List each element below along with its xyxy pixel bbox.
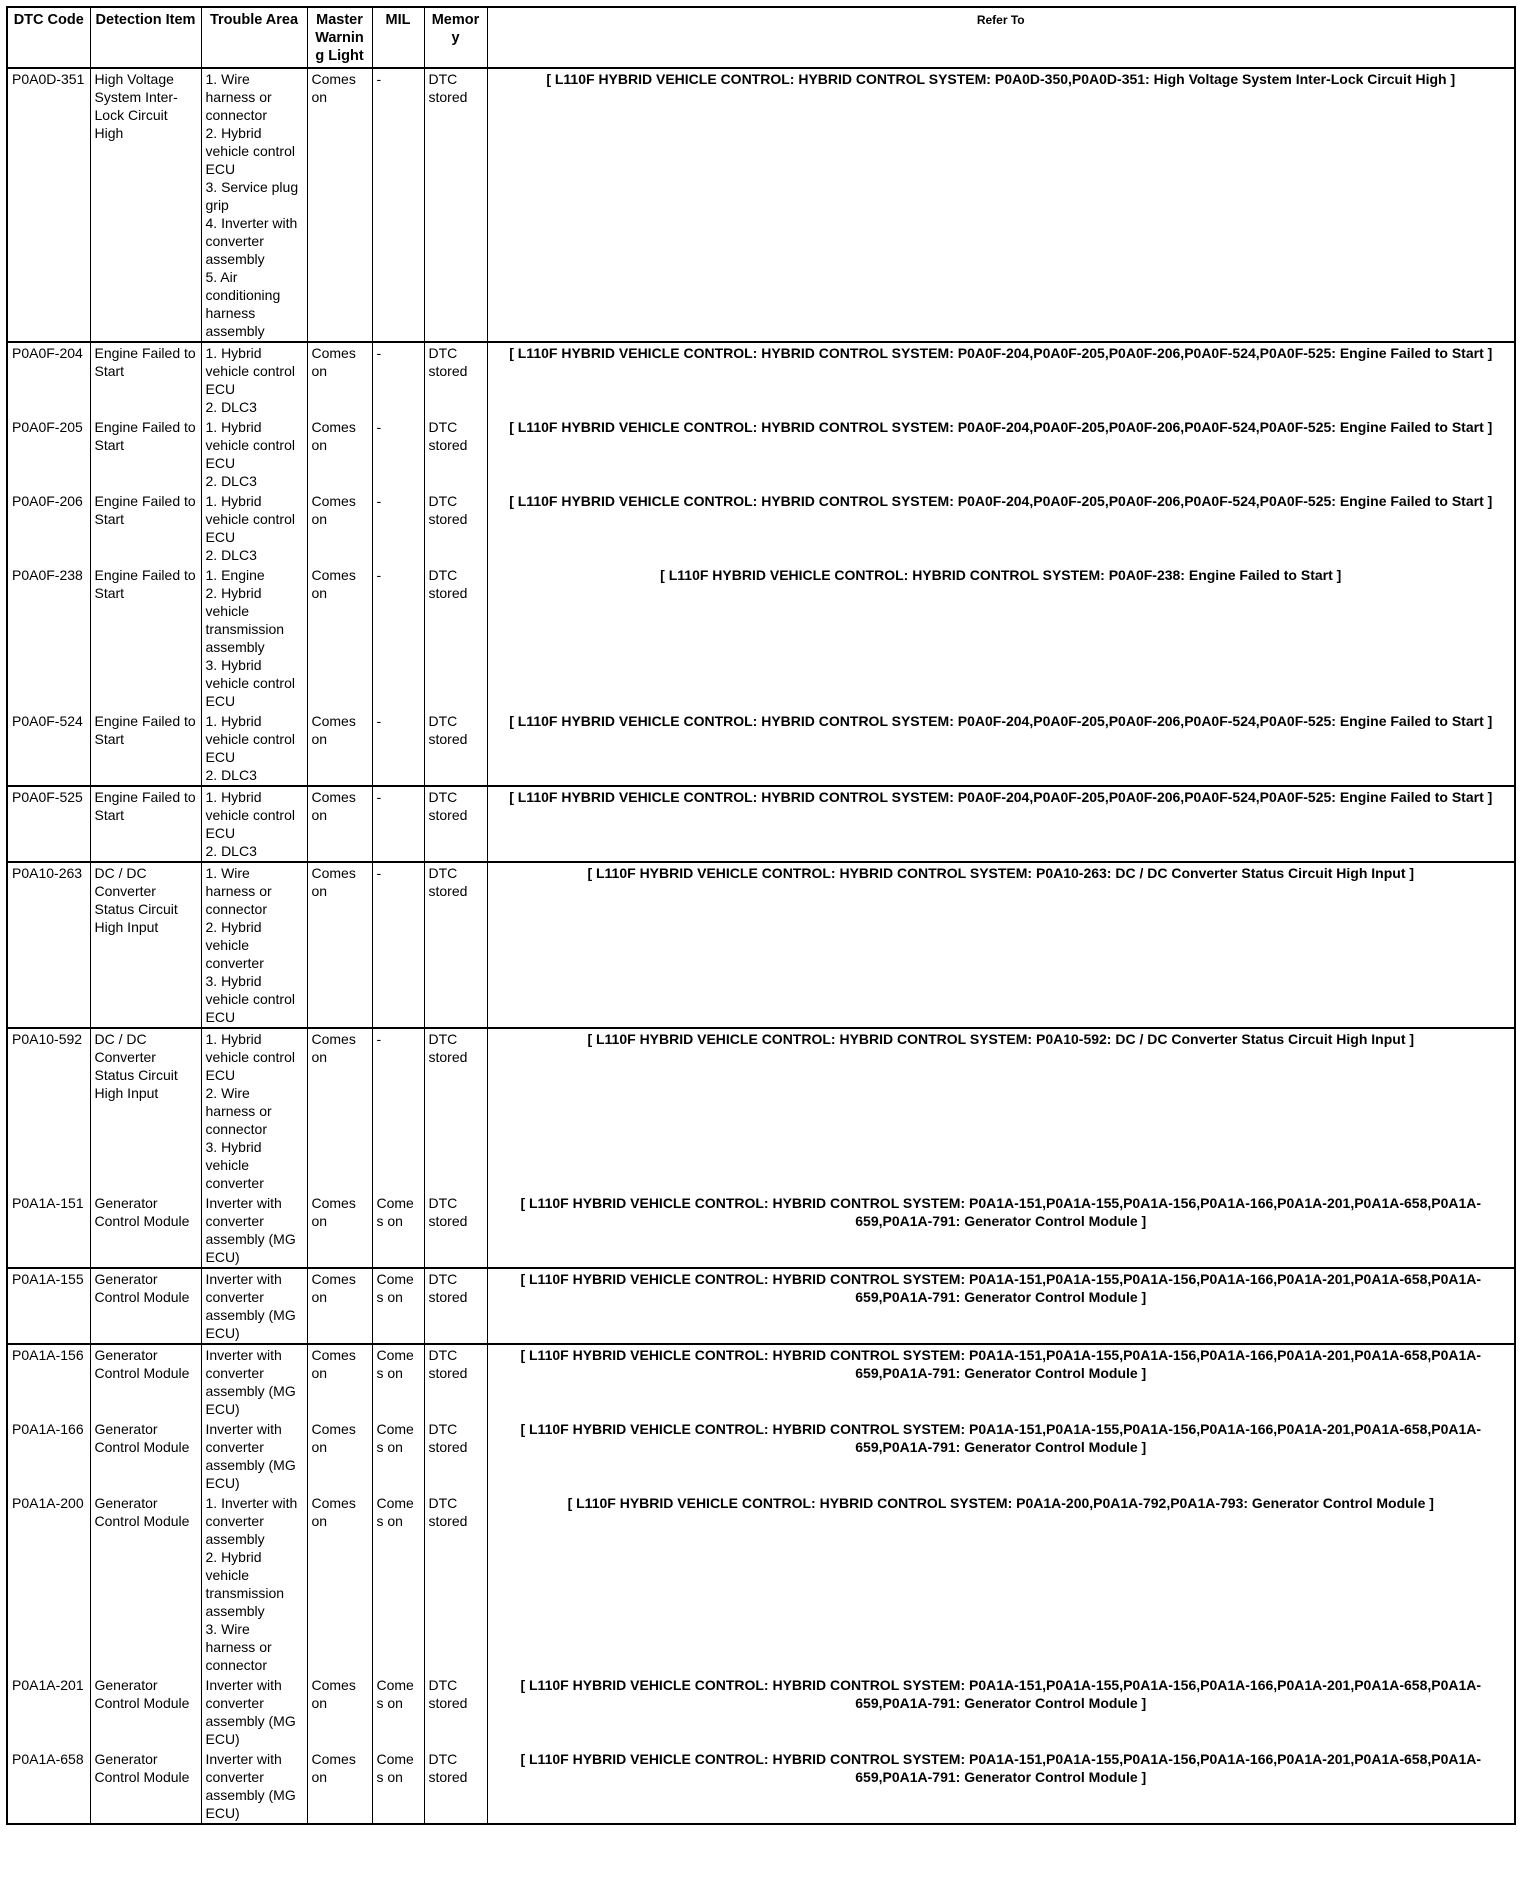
master-warning-light-cell: Comes on — [307, 1268, 372, 1344]
table-row — [7, 862, 1515, 1028]
trouble-area-cell — [201, 1268, 307, 1344]
trouble-area-line: Inverter with converter assembly (MG ECU) — [205, 1347, 296, 1417]
master-warning-light-cell: Comes on — [307, 1493, 372, 1675]
detection-item-cell: Engine Failed to Start — [90, 342, 201, 417]
master-warning-light-cell: Comes on — [307, 1193, 372, 1268]
refer-to-cell: [ L110F HYBRID VEHICLE CONTROL: HYBRID CONTROL SYSTEM: P0A1A-151,P0A1A-155,P0A1A-156,P0A1A-166,P0A1A-201,P0A1A-658,P0A1A-659,P0A1A-791: Generator Control Module ] — [487, 1675, 1515, 1749]
detection-item-cell: Generator Control Module — [90, 1344, 201, 1419]
dtc-code-cell: P0A1A-658 — [7, 1749, 90, 1824]
detection-item-cell: Generator Control Module — [90, 1749, 201, 1824]
table-row — [7, 1749, 1515, 1824]
trouble-area-line: 3. Hybrid vehicle control ECU — [205, 657, 295, 709]
dtc-code-cell: P0A1A-201 — [7, 1675, 90, 1749]
detection-item-cell: DC / DC Converter Status Circuit High Input — [90, 1028, 201, 1193]
trouble-area-line: 2. DLC3 — [205, 767, 257, 783]
trouble-area-line: 1. Inverter with converter assembly — [205, 1495, 298, 1547]
header-refer-to: Refer To — [487, 7, 1515, 68]
trouble-area-line: 3. Hybrid vehicle control ECU — [205, 973, 295, 1025]
memory-cell: DTC stored — [424, 1675, 487, 1749]
dtc-code-cell: P0A1A-151 — [7, 1193, 90, 1268]
trouble-area-cell — [201, 417, 307, 491]
master-warning-light-cell: Comes on — [307, 491, 372, 565]
refer-to-cell: [ L110F HYBRID VEHICLE CONTROL: HYBRID CONTROL SYSTEM: P0A1A-151,P0A1A-155,P0A1A-156,P0A1A-166,P0A1A-201,P0A1A-658,P0A1A-659,P0A1A-791: Generator Control Module ] — [487, 1268, 1515, 1344]
mil-cell: Comes on — [372, 1493, 424, 1675]
table-row — [7, 1675, 1515, 1749]
trouble-area-line: 1. Hybrid vehicle control ECU — [205, 493, 295, 545]
master-warning-light-cell: Comes on — [307, 1028, 372, 1193]
master-warning-light-cell: Comes on — [307, 711, 372, 786]
trouble-area-cell — [201, 1193, 307, 1268]
table-row — [7, 1193, 1515, 1268]
mil-cell: Comes on — [372, 1344, 424, 1419]
mil-cell: - — [372, 417, 424, 491]
trouble-area-line: 1. Hybrid vehicle control ECU — [205, 789, 295, 841]
master-warning-light-cell: Comes on — [307, 342, 372, 417]
trouble-area-line: 3. Hybrid vehicle converter — [205, 1139, 264, 1191]
memory-cell: DTC stored — [424, 1344, 487, 1419]
detection-item-cell: Generator Control Module — [90, 1419, 201, 1493]
trouble-area-line: 2. DLC3 — [205, 843, 257, 859]
trouble-area-cell — [201, 1419, 307, 1493]
trouble-area-line: Inverter with converter assembly (MG ECU) — [205, 1677, 296, 1747]
dtc-code-cell: P0A1A-156 — [7, 1344, 90, 1419]
dtc-code-cell: P0A0F-238 — [7, 565, 90, 711]
trouble-area-cell — [201, 1344, 307, 1419]
memory-cell: DTC stored — [424, 1028, 487, 1193]
master-warning-light-cell: Comes on — [307, 1344, 372, 1419]
memory-cell: DTC stored — [424, 1268, 487, 1344]
trouble-area-cell — [201, 491, 307, 565]
master-warning-light-cell: Comes on — [307, 862, 372, 1028]
trouble-area-cell — [201, 1028, 307, 1193]
mil-cell: - — [372, 786, 424, 862]
mil-cell: Comes on — [372, 1268, 424, 1344]
dtc-code-cell: P0A0F-525 — [7, 786, 90, 862]
table-row — [7, 565, 1515, 711]
trouble-area-line: Inverter with converter assembly (MG ECU) — [205, 1271, 296, 1341]
table-row — [7, 417, 1515, 491]
refer-to-cell: [ L110F HYBRID VEHICLE CONTROL: HYBRID CONTROL SYSTEM: P0A0F-204,P0A0F-205,P0A0F-206,P0A0F-524,P0A0F-525: Engine Failed to Start ] — [487, 711, 1515, 786]
trouble-area-line: Inverter with converter assembly (MG ECU) — [205, 1751, 296, 1821]
table-row — [7, 1028, 1515, 1193]
trouble-area-line: 1. Wire harness or connector — [205, 71, 272, 123]
trouble-area-line: 2. Hybrid vehicle transmission assembly — [205, 1549, 285, 1619]
master-warning-light-cell: Comes on — [307, 68, 372, 342]
refer-to-cell: [ L110F HYBRID VEHICLE CONTROL: HYBRID CONTROL SYSTEM: P0A1A-200,P0A1A-792,P0A1A-793: Generator Control Module ] — [487, 1493, 1515, 1675]
trouble-area-cell — [201, 1749, 307, 1824]
trouble-area-cell — [201, 1493, 307, 1675]
trouble-area-line: 2. Hybrid vehicle control ECU — [205, 125, 295, 177]
trouble-area-line: 1. Wire harness or connector — [205, 865, 272, 917]
memory-cell: DTC stored — [424, 565, 487, 711]
dtc-code-cell: P0A0F-205 — [7, 417, 90, 491]
trouble-area-line: 2. DLC3 — [205, 547, 257, 563]
dtc-code-cell: P0A1A-166 — [7, 1419, 90, 1493]
table-body — [7, 68, 1515, 1824]
memory-cell: DTC stored — [424, 68, 487, 342]
memory-cell: DTC stored — [424, 1193, 487, 1268]
trouble-area-cell — [201, 565, 307, 711]
trouble-area-line: 2. DLC3 — [205, 399, 257, 415]
detection-item-cell: High Voltage System Inter-Lock Circuit High — [90, 68, 201, 342]
refer-to-cell: [ L110F HYBRID VEHICLE CONTROL: HYBRID CONTROL SYSTEM: P0A10-263: DC / DC Converter Status Circuit High Input ] — [487, 862, 1515, 1028]
master-warning-light-cell: Comes on — [307, 417, 372, 491]
trouble-area-line: 1. Engine — [205, 567, 265, 583]
trouble-area-line: 2. Wire harness or connector — [205, 1085, 272, 1137]
trouble-area-line: 1. Hybrid vehicle control ECU — [205, 1031, 295, 1083]
trouble-area-line: 1. Hybrid vehicle control ECU — [205, 419, 295, 471]
trouble-area-line: Inverter with converter assembly (MG ECU) — [205, 1195, 296, 1265]
dtc-code-cell: P0A0D-351 — [7, 68, 90, 342]
trouble-area-line: 1. Hybrid vehicle control ECU — [205, 713, 295, 765]
dtc-code-cell: P0A1A-200 — [7, 1493, 90, 1675]
detection-item-cell: Engine Failed to Start — [90, 417, 201, 491]
trouble-area-cell — [201, 711, 307, 786]
trouble-area-line: 2. Hybrid vehicle converter — [205, 919, 264, 971]
memory-cell: DTC stored — [424, 491, 487, 565]
detection-item-cell: Engine Failed to Start — [90, 565, 201, 711]
refer-to-cell: [ L110F HYBRID VEHICLE CONTROL: HYBRID CONTROL SYSTEM: P0A0F-204,P0A0F-205,P0A0F-206,P0A0F-524,P0A0F-525: Engine Failed to Start ] — [487, 786, 1515, 862]
table-row — [7, 1268, 1515, 1344]
mil-cell: Comes on — [372, 1749, 424, 1824]
trouble-area-line: 2. Hybrid vehicle transmission assembly — [205, 585, 285, 655]
mil-cell: - — [372, 711, 424, 786]
table-row — [7, 711, 1515, 786]
trouble-area-line: 1. Hybrid vehicle control ECU — [205, 345, 295, 397]
trouble-area-line: 3. Wire harness or connector — [205, 1621, 272, 1673]
table-row — [7, 1344, 1515, 1419]
detection-item-cell: Generator Control Module — [90, 1675, 201, 1749]
header-memory: Memory — [424, 7, 487, 68]
refer-to-cell: [ L110F HYBRID VEHICLE CONTROL: HYBRID CONTROL SYSTEM: P0A0F-238: Engine Failed to Start ] — [487, 565, 1515, 711]
mil-cell: - — [372, 491, 424, 565]
memory-cell: DTC stored — [424, 1493, 487, 1675]
header-mil: MIL — [372, 7, 424, 68]
refer-to-cell: [ L110F HYBRID VEHICLE CONTROL: HYBRID CONTROL SYSTEM: P0A1A-151,P0A1A-155,P0A1A-156,P0A1A-166,P0A1A-201,P0A1A-658,P0A1A-659,P0A1A-791: Generator Control Module ] — [487, 1344, 1515, 1419]
mil-cell: - — [372, 1028, 424, 1193]
master-warning-light-cell: Comes on — [307, 565, 372, 711]
refer-to-cell: [ L110F HYBRID VEHICLE CONTROL: HYBRID CONTROL SYSTEM: P0A10-592: DC / DC Converter Status Circuit High Input ] — [487, 1028, 1515, 1193]
trouble-area-line: 4. Inverter with converter assembly — [205, 215, 298, 267]
table-row — [7, 68, 1515, 342]
table-row — [7, 491, 1515, 565]
header-dtc-code: DTC Code — [7, 7, 90, 68]
memory-cell: DTC stored — [424, 342, 487, 417]
mil-cell: Comes on — [372, 1675, 424, 1749]
refer-to-cell: [ L110F HYBRID VEHICLE CONTROL: HYBRID CONTROL SYSTEM: P0A0F-204,P0A0F-205,P0A0F-206,P0A0F-524,P0A0F-525: Engine Failed to Start ] — [487, 491, 1515, 565]
mil-cell: - — [372, 565, 424, 711]
memory-cell: DTC stored — [424, 1419, 487, 1493]
header-master-warning-light: Master Warning Light — [307, 7, 372, 68]
dtc-code-cell: P0A0F-206 — [7, 491, 90, 565]
dtc-code-cell: P0A0F-524 — [7, 711, 90, 786]
memory-cell: DTC stored — [424, 417, 487, 491]
refer-to-cell: [ L110F HYBRID VEHICLE CONTROL: HYBRID CONTROL SYSTEM: P0A1A-151,P0A1A-155,P0A1A-156,P0A1A-166,P0A1A-201,P0A1A-658,P0A1A-659,P0A1A-791: Generator Control Module ] — [487, 1419, 1515, 1493]
trouble-area-cell — [201, 68, 307, 342]
trouble-area-cell — [201, 1675, 307, 1749]
table-row — [7, 1493, 1515, 1675]
dtc-code-cell: P0A0F-204 — [7, 342, 90, 417]
trouble-area-line: 2. DLC3 — [205, 473, 257, 489]
master-warning-light-cell: Comes on — [307, 786, 372, 862]
trouble-area-cell — [201, 786, 307, 862]
table-row — [7, 786, 1515, 862]
master-warning-light-cell: Comes on — [307, 1749, 372, 1824]
memory-cell: DTC stored — [424, 711, 487, 786]
detection-item-cell: Generator Control Module — [90, 1493, 201, 1675]
mil-cell: - — [372, 862, 424, 1028]
detection-item-cell: Engine Failed to Start — [90, 711, 201, 786]
dtc-code-cell: P0A10-592 — [7, 1028, 90, 1193]
detection-item-cell: Engine Failed to Start — [90, 786, 201, 862]
detection-item-cell: DC / DC Converter Status Circuit High Input — [90, 862, 201, 1028]
trouble-area-cell — [201, 342, 307, 417]
dtc-code-cell: P0A1A-155 — [7, 1268, 90, 1344]
table-row — [7, 1419, 1515, 1493]
refer-to-cell: [ L110F HYBRID VEHICLE CONTROL: HYBRID CONTROL SYSTEM: P0A1A-151,P0A1A-155,P0A1A-156,P0A1A-166,P0A1A-201,P0A1A-658,P0A1A-659,P0A1A-791: Generator Control Module ] — [487, 1749, 1515, 1824]
mil-cell: - — [372, 68, 424, 342]
detection-item-cell: Generator Control Module — [90, 1268, 201, 1344]
header-detection-item: Detection Item — [90, 7, 201, 68]
trouble-area-line: 3. Service plug grip — [205, 179, 299, 213]
dtc-code-cell: P0A10-263 — [7, 862, 90, 1028]
trouble-area-line: Inverter with converter assembly (MG ECU) — [205, 1421, 296, 1491]
table-header-row — [7, 7, 1515, 68]
mil-cell: - — [372, 342, 424, 417]
memory-cell: DTC stored — [424, 1749, 487, 1824]
table-row — [7, 342, 1515, 417]
refer-to-cell: [ L110F HYBRID VEHICLE CONTROL: HYBRID CONTROL SYSTEM: P0A0F-204,P0A0F-205,P0A0F-206,P0A0F-524,P0A0F-525: Engine Failed to Start ] — [487, 417, 1515, 491]
mil-cell: Comes on — [372, 1419, 424, 1493]
trouble-area-line: 5. Air conditioning harness assembly — [205, 269, 281, 339]
header-trouble-area: Trouble Area — [201, 7, 307, 68]
refer-to-cell: [ L110F HYBRID VEHICLE CONTROL: HYBRID CONTROL SYSTEM: P0A0D-350,P0A0D-351: High Voltage System Inter-Lock Circuit High ] — [487, 68, 1515, 342]
memory-cell: DTC stored — [424, 862, 487, 1028]
detection-item-cell: Engine Failed to Start — [90, 491, 201, 565]
refer-to-cell: [ L110F HYBRID VEHICLE CONTROL: HYBRID CONTROL SYSTEM: P0A1A-151,P0A1A-155,P0A1A-156,P0A1A-166,P0A1A-201,P0A1A-658,P0A1A-659,P0A1A-791: Generator Control Module ] — [487, 1193, 1515, 1268]
mil-cell: Comes on — [372, 1193, 424, 1268]
refer-to-cell: [ L110F HYBRID VEHICLE CONTROL: HYBRID CONTROL SYSTEM: P0A0F-204,P0A0F-205,P0A0F-206,P0A0F-524,P0A0F-525: Engine Failed to Start ] — [487, 342, 1515, 417]
detection-item-cell: Generator Control Module — [90, 1193, 201, 1268]
master-warning-light-cell: Comes on — [307, 1675, 372, 1749]
master-warning-light-cell: Comes on — [307, 1419, 372, 1493]
trouble-area-cell — [201, 862, 307, 1028]
dtc-table — [6, 6, 1516, 1825]
memory-cell: DTC stored — [424, 786, 487, 862]
